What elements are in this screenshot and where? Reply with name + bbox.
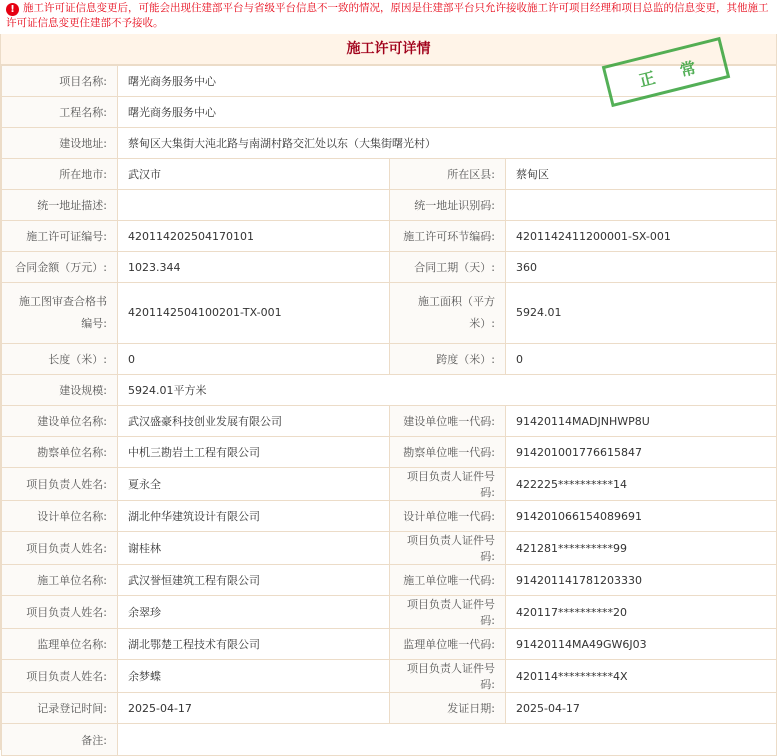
survey-code-value: 914201001776615847 — [506, 437, 777, 468]
remarks-value — [118, 724, 777, 756]
table-row — [2, 596, 777, 629]
design-name-value: 湖北仲华建筑设计有限公司 — [118, 501, 390, 532]
table-row — [2, 97, 777, 128]
drawing-review-cert-label: 施工图审查合格书编号: — [2, 283, 118, 344]
construct-pm-id-value: 420117**********20 — [506, 596, 777, 629]
table-row — [2, 190, 777, 221]
survey-code-label: 勘察单位唯一代码: — [390, 437, 506, 468]
builder-name-label: 建设单位名称: — [2, 406, 118, 437]
table-row — [2, 283, 777, 344]
table-row — [2, 221, 777, 252]
design-code-label: 设计单位唯一代码: — [390, 501, 506, 532]
exclamation-icon: ! — [6, 3, 19, 16]
design-name-label: 设计单位名称: — [2, 501, 118, 532]
design-pm-id-value: 421281**********99 — [506, 532, 777, 565]
design-pm-id-label: 项目负责人证件号码: — [390, 532, 506, 565]
table-row — [2, 252, 777, 283]
permit-stage-code-label: 施工许可环节编码: — [390, 221, 506, 252]
design-pm-name-label: 项目负责人姓名: — [2, 532, 118, 565]
table-row — [2, 375, 777, 406]
table-row — [2, 532, 777, 565]
length-label: 长度（米）: — [2, 344, 118, 375]
supervise-code-value: 91420114MA49GW6J03 — [506, 629, 777, 660]
city-label: 所在地市: — [2, 159, 118, 190]
district-value: 蔡甸区 — [506, 159, 777, 190]
supervise-code-label: 监理单位唯一代码: — [390, 629, 506, 660]
table-row — [2, 693, 777, 724]
unified-address-desc-label: 统一地址描述: — [2, 190, 118, 221]
address-value: 蔡甸区大集街大沌北路与南湖村路交汇处以东（大集街曙光村） — [118, 128, 777, 159]
district-label: 所在区县: — [390, 159, 506, 190]
table-row — [2, 468, 777, 501]
construct-pm-name-label: 项目负责人姓名: — [2, 596, 118, 629]
table-row — [2, 437, 777, 468]
survey-name-label: 勘察单位名称: — [2, 437, 118, 468]
builder-code-value: 91420114MADJNHWP8U — [506, 406, 777, 437]
construction-area-value: 5924.01 — [506, 283, 777, 344]
builder-code-label: 建设单位唯一代码: — [390, 406, 506, 437]
scale-value: 5924.01平方米 — [118, 375, 777, 406]
survey-pm-name-value: 夏永全 — [118, 468, 390, 501]
table-row — [2, 128, 777, 159]
city-value: 武汉市 — [118, 159, 390, 190]
table-row — [2, 629, 777, 660]
permit-detail-panel — [0, 34, 777, 750]
permit-detail-table — [1, 65, 777, 756]
contract-amount-label: 合同金额（万元）: — [2, 252, 118, 283]
panel-title: 施工许可详情 — [1, 34, 776, 65]
table-row — [2, 724, 777, 756]
length-value: 0 — [118, 344, 390, 375]
builder-name-value: 武汉盛豪科技创业发展有限公司 — [118, 406, 390, 437]
supervise-pm-id-value: 420114**********4X — [506, 660, 777, 693]
construct-code-label: 施工单位唯一代码: — [390, 565, 506, 596]
stamp-char-2: 常 — [677, 57, 699, 81]
record-date-label: 记录登记时间: — [2, 693, 118, 724]
project-name-label: 项目名称: — [2, 66, 118, 97]
design-code-value: 914201066154089691 — [506, 501, 777, 532]
unified-address-code-value — [506, 190, 777, 221]
drawing-review-cert-value: 4201142504100201-TX-001 — [118, 283, 390, 344]
record-date-value: 2025-04-17 — [118, 693, 390, 724]
construct-name-value: 武汉誉恒建筑工程有限公司 — [118, 565, 390, 596]
scale-label: 建设规模: — [2, 375, 118, 406]
survey-pm-id-label: 项目负责人证件号码: — [390, 468, 506, 501]
construct-name-label: 施工单位名称: — [2, 565, 118, 596]
unified-address-desc-value — [118, 190, 390, 221]
table-row — [2, 565, 777, 596]
design-pm-name-value: 谢桂林 — [118, 532, 390, 565]
issue-date-label: 发证日期: — [390, 693, 506, 724]
permit-no-label: 施工许可证编号: — [2, 221, 118, 252]
table-row — [2, 344, 777, 375]
address-label: 建设地址: — [2, 128, 118, 159]
permit-no-value: 420114202504170101 — [118, 221, 390, 252]
engineering-name-value: 曙光商务服务中心 — [118, 97, 777, 128]
construction-area-label: 施工面积（平方米）: — [390, 283, 506, 344]
supervise-name-value: 湖北鄂楚工程技术有限公司 — [118, 629, 390, 660]
supervise-pm-name-label: 项目负责人姓名: — [2, 660, 118, 693]
survey-pm-name-label: 项目负责人姓名: — [2, 468, 118, 501]
table-row — [2, 406, 777, 437]
supervise-pm-id-label: 项目负责人证件号码: — [390, 660, 506, 693]
remarks-label: 备注: — [2, 724, 118, 756]
survey-pm-id-value: 422225**********14 — [506, 468, 777, 501]
contract-period-label: 合同工期（天）: — [390, 252, 506, 283]
span-label: 跨度（米）: — [390, 344, 506, 375]
permit-stage-code-value: 4201142411200001-SX-001 — [506, 221, 777, 252]
engineering-name-label: 工程名称: — [2, 97, 118, 128]
span-value: 0 — [506, 344, 777, 375]
change-notice — [0, 0, 779, 33]
supervise-pm-name-value: 余梦蝶 — [118, 660, 390, 693]
construct-pm-name-value: 余翠珍 — [118, 596, 390, 629]
notice-text: 施工许可证信息变更后，可能会出现住建部平台与省级平台信息不一致的情况，原因是住建部平台只允许接收施工许可项目经理和项目总监的信息变更，其他施工许可证信息变更住建部不予接收。 — [6, 2, 769, 29]
issue-date-value: 2025-04-17 — [506, 693, 777, 724]
table-row — [2, 501, 777, 532]
unified-address-code-label: 统一地址识别码: — [390, 190, 506, 221]
table-row — [2, 159, 777, 190]
contract-amount-value: 1023.344 — [118, 252, 390, 283]
supervise-name-label: 监理单位名称: — [2, 629, 118, 660]
table-row — [2, 660, 777, 693]
project-name-value: 曙光商务服务中心 — [118, 66, 777, 97]
stamp-char-1: 正 — [637, 68, 658, 91]
survey-name-value: 中机三勘岩土工程有限公司 — [118, 437, 390, 468]
construct-pm-id-label: 项目负责人证件号码: — [390, 596, 506, 629]
construct-code-value: 914201141781203330 — [506, 565, 777, 596]
contract-period-value: 360 — [506, 252, 777, 283]
